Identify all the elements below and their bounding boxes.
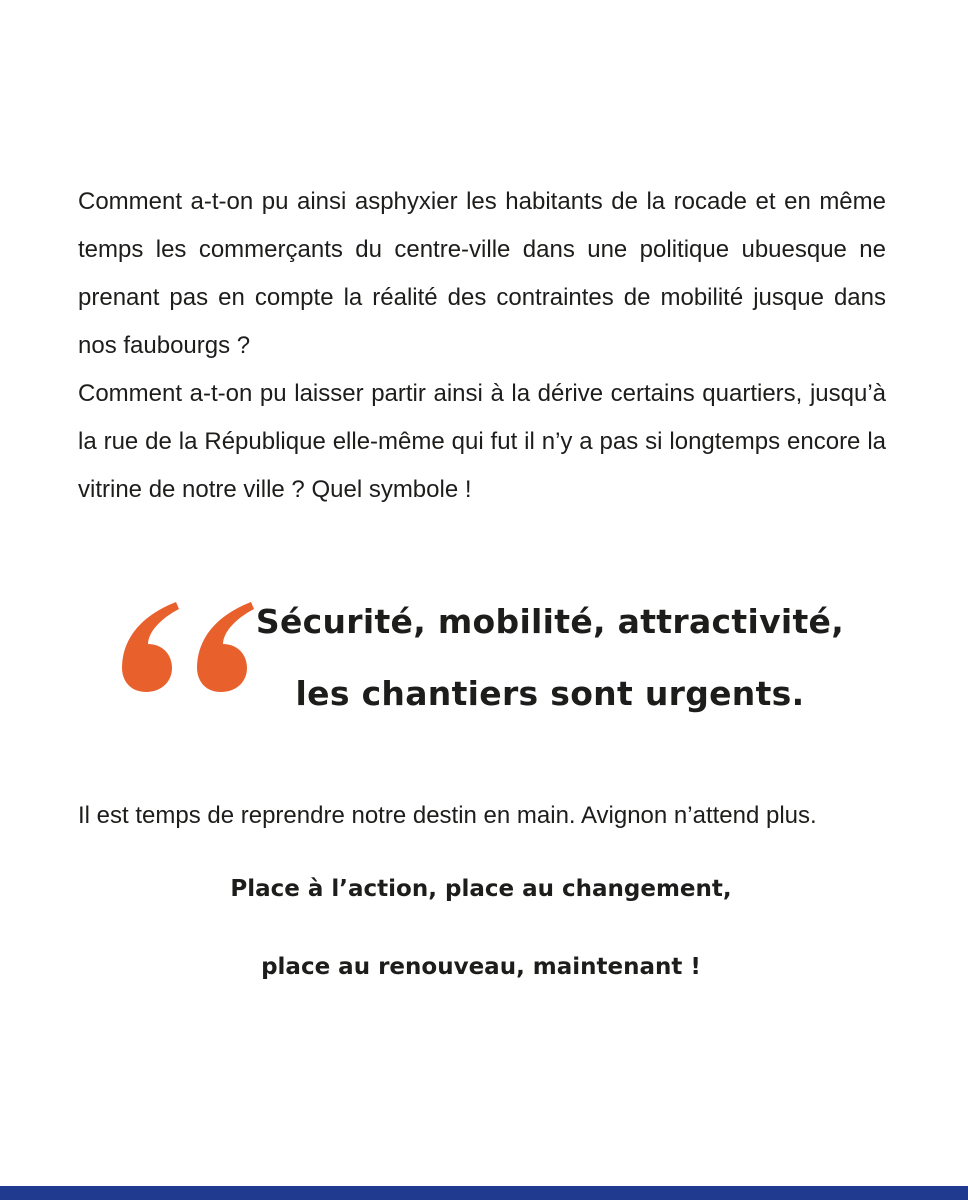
intro-paragraph-1: Comment a-t-on pu ainsi asphyxier les habitants de la rocade et en même temps les commerçants du centre-ville dans une politique ubuesque ne prenant pas en compte la réalité des contraintes de mobilité jusque dans nos faubourgs ? (78, 188, 886, 359)
quotation-mark-icon (118, 600, 258, 700)
pull-quote-line-2: les chantiers sont urgents. (295, 674, 805, 713)
pull-quote-line-1: Sécurité, mobilité, attractivité, (255, 602, 845, 641)
footer-bar (0, 1186, 968, 1200)
slogan-line-2: place au renouveau, maintenant ! (261, 954, 701, 980)
pull-quote (250, 586, 850, 730)
slogan-line-1: Place à l’action, place au changement, (230, 876, 732, 902)
closing-text: Il est temps de reprendre notre destin en main. Avignon n’attend plus. (78, 802, 817, 829)
intro-paragraph-2: Comment a-t-on pu laisser partir ainsi à la dérive certains quartiers, jusqu’à la rue de la République elle-même qui fut il n’y a pas si longtemps encore la vitrine de notre ville ? Quel symbole ! (78, 380, 886, 503)
intro-text (78, 178, 886, 514)
